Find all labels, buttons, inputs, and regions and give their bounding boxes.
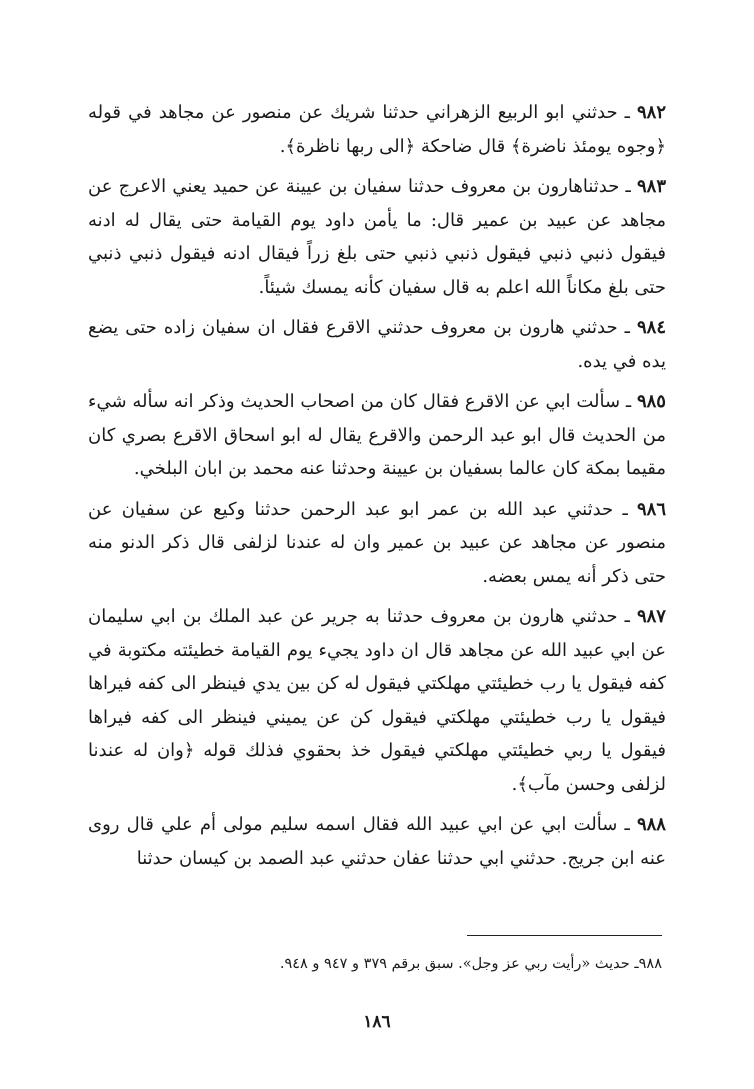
hadith-text: حدثني عبد الله بن عمر ابو عبد الرحمن حدثنا وكيع عن سفيان عن منصور عن مجاهد عن عبيد بن عمير وان له عندنا لزلفى قال ذكر الدنو منه حتى ذكر أنه يمس بعضه. <box>88 498 666 587</box>
dash-separator: ـ <box>625 391 632 412</box>
hadith-paragraph-983 <box>88 170 666 304</box>
hadith-paragraph-985 <box>88 385 666 486</box>
hadith-number: ٩٨٥ <box>636 391 666 412</box>
main-text <box>88 96 666 882</box>
hadith-text: حدثني هارون بن معروف حدثنا به جرير عن عبد الملك بن ابي سليمان عن ابي عبيد الله عن مجاهد قال ان داود يجيء يوم القيامة خطيئته مكتوبة في كفه فيقول يا رب خطيئتي مهلكتي فيقول له كن بين يدي فينظر الى كفه فيراها فيقول يا رب خطيئتي مهلكتي فيقول كن عن يميني فينظر الى كفه فيراها فيقول يا ربي خطيئتي مهلكتي فيقول خذ بحقوي فذلك قوله ﴿وان له عندنا لزلفى وحسن مآب﴾. <box>88 606 666 795</box>
hadith-number: ٩٨٤ <box>636 317 666 338</box>
dash-separator: ـ <box>622 498 628 520</box>
hadith-number: ٩٨٢ <box>636 102 666 123</box>
footnote-text: حديث «رأيت ربي عز وجل». سبق برقم ٣٧٩ و ٩٤٧ و ٩٤٨. <box>279 956 630 972</box>
footnote-dash: ـ <box>634 956 639 972</box>
hadith-paragraph-988 <box>88 808 666 875</box>
hadith-number: ٩٨٨ <box>636 814 666 835</box>
hadith-number: ٩٨٦ <box>636 498 666 520</box>
dash-separator: ـ <box>624 606 630 627</box>
footnote-number: ٩٨٨ <box>638 956 662 972</box>
page-number: ١٨٦ <box>363 1012 391 1032</box>
hadith-number: ٩٨٣ <box>636 176 666 197</box>
dash-separator: ـ <box>625 176 631 197</box>
hadith-paragraph-986 <box>88 493 666 594</box>
hadith-text: حدثني ابو الربيع الزهراني حدثنا شريك عن منصور عن مجاهد في قوله ﴿وجوه يومئذ ناضرة﴾ قال ضاحكة ﴿الى ربها ناظرة﴾. <box>88 102 666 157</box>
hadith-text: سألت ابي عن الاقرع فقال كان من اصحاب الحديث وذكر انه سأله شيء من الحديث قال ابو عبد الرحمن والاقرع يقال له ابو اسحاق الاقرع بصري كان مقيما بمكة كان عالما بسفيان بن عيينة وحدثنا عنه محمد بن ابان البلخي. <box>88 391 666 479</box>
hadith-paragraph-987 <box>88 600 666 801</box>
hadith-text: حدثني هارون بن معروف حدثني الاقرع فقال ان سفيان زاده حتى يضع يده في يده. <box>88 317 666 372</box>
hadith-text: سألت ابي عن ابي عبيد الله فقال اسمه سليم مولى أم علي قال روى عنه ابن جريج. حدثني ابي حدثنا عفان حدثني عبد الصمد بن كيسان حدثنا <box>88 814 666 869</box>
dash-separator: ـ <box>624 814 630 835</box>
hadith-number: ٩٨٧ <box>636 606 666 627</box>
dash-separator: ـ <box>624 102 630 123</box>
hadith-text: حدثناهارون بن معروف حدثنا سفيان بن عيينة عن حميد يعني الاعرج عن مجاهد عن عبيد بن عمير قال: ما يأمن داود يوم القيامة حتى يقال له ادنه فيقول ذنبي ذنبي فيقول ذنبي ذنبي حتى بلغ زراً فيقال ادنه فيقول ذنبي ذنبي حتى بلغ مكاناً الله اعلم به قال سفيان كأنه يمسك شيئاً. <box>88 176 666 298</box>
footnote-divider <box>467 935 662 936</box>
hadith-paragraph-982 <box>88 96 666 163</box>
footnote <box>102 952 662 976</box>
dash-separator: ـ <box>624 317 630 338</box>
hadith-paragraph-984 <box>88 311 666 378</box>
